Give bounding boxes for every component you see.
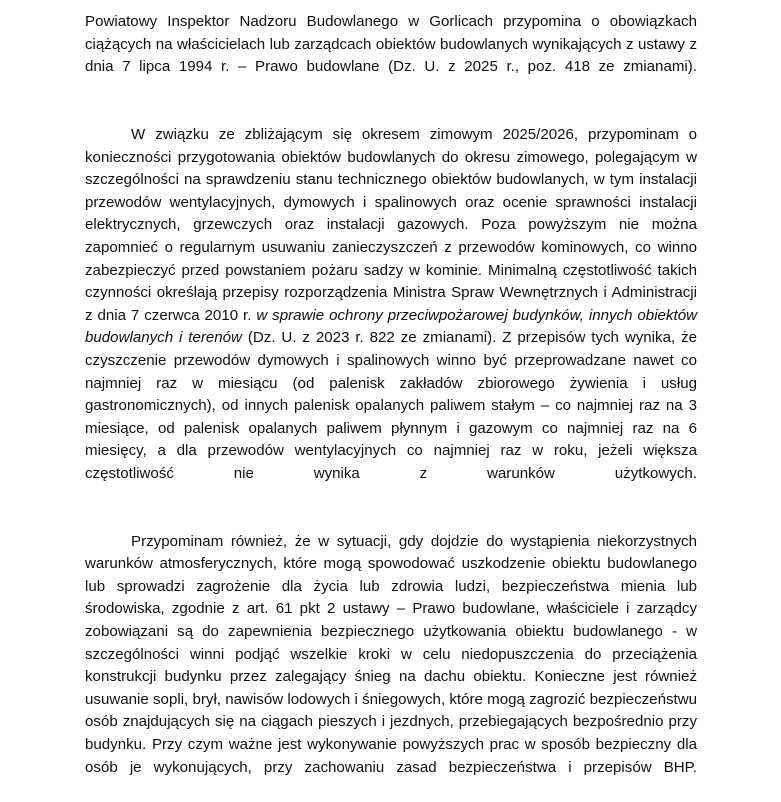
- paragraph-winter-preparation: [85, 124, 697, 508]
- paragraph-intro: [85, 11, 697, 101]
- text-run: Przypominam również, że w sytuacji, gdy dojdzie do wystąpienia niekorzystnych warunków atmosferycznych, które mogą spowodować uszkodzenie obiektu budowlanego lub sprowadzi zagrożenie dla życia lub zdrowia ludzi, bezpieczeństwa mienia lub środowiska, zgodnie z art. 61 pkt 2 ustawy – Prawo budowlane, właściciele i zarządcy zobowiązani są do zapewnienia bezpiecznego użytkowania obiektu budowlanego - w szczególności winni podjąć wszelkie kroki w celu niedopuszczenia do przeciążenia konstrukcji budynku przez zalegający śnieg na dachu obiektu. Konieczne jest również usuwanie sopli, brył, nawisów lodowych i śniegowych, które mogą zagrozić bezpieczeństwu osób znajdujących się na ciągach pieszych i jezdnych, przebiegających bezpośrednio przy budynku. Przy czym ważne jest wykonywanie powyższych prac w sposób bezpieczny dla osób je wykonujących, przy zachowaniu zasad bezpieczeństwa i przepisów BHP.: [85, 532, 697, 776]
- text-run: W związku ze zbliżającym się okresem zimowym 2025/2026, przypominam o konieczności przygotowania obiektów budowlanych do okresu zimowego, polegającym w szczególności na sprawdzeniu stanu technicznego obiektów budowlanych, w tym instalacji przewodów wentylacyjnych, dymowych i spalinowych oraz ocenie sprawności instalacji elektrycznych, grzewczych oraz instalacji gazowych. Poza powyższym nie można zapomnieć o regularnym usuwaniu zanieczyszczeń z przewodów kominowych, co winno zabezpieczyć przed powstaniem pożaru sadzy w kominie. Minimalną częstotliwość takich czynności określają przepisy rozporządzenia Ministra Spraw Wewnętrznych i Administracji z dnia 7 czerwca 2010 r.: [85, 125, 697, 324]
- text-run: (Dz. U. z 2023 r. 822 ze zmianami). Z przepisów tych wynika, że czyszczenie przewodów dymowych i spalinowych winno być przeprowadzane nawet co najmniej raz w miesiącu (od palenisk zakładów zbiorowego żywienia i usług gastronomicznych), od innych palenisk opalanych paliwem stałym – co najmniej raz na 3 miesiące, od palenisk opalanych paliwem płynnym i gazowym co najmniej raz na 6 miesięcy, a dla przewodów wentylacyjnych co najmniej raz w roku, jeżeli większa częstotliwość nie wynika z warunków użytkowych.: [85, 329, 698, 482]
- italic-run: w sprawie ochrony przeciwpożarowej budynków, innych obiektów budowlanych i terenów: [85, 306, 697, 347]
- text-run: Powiatowy Inspektor Nadzoru Budowlanego w Gorlicach przypomina o obowiązkach ciążących na właścicielach lub zarządcach obiektów budowlanych wynikających z ustawy z dnia 7 lipca 1994 r. – Prawo budowlane (Dz. U. z 2025 r., poz. 418 ze zmianami).: [85, 13, 697, 76]
- document-body: [85, 11, 697, 802]
- paragraph-adverse-weather: [85, 531, 697, 802]
